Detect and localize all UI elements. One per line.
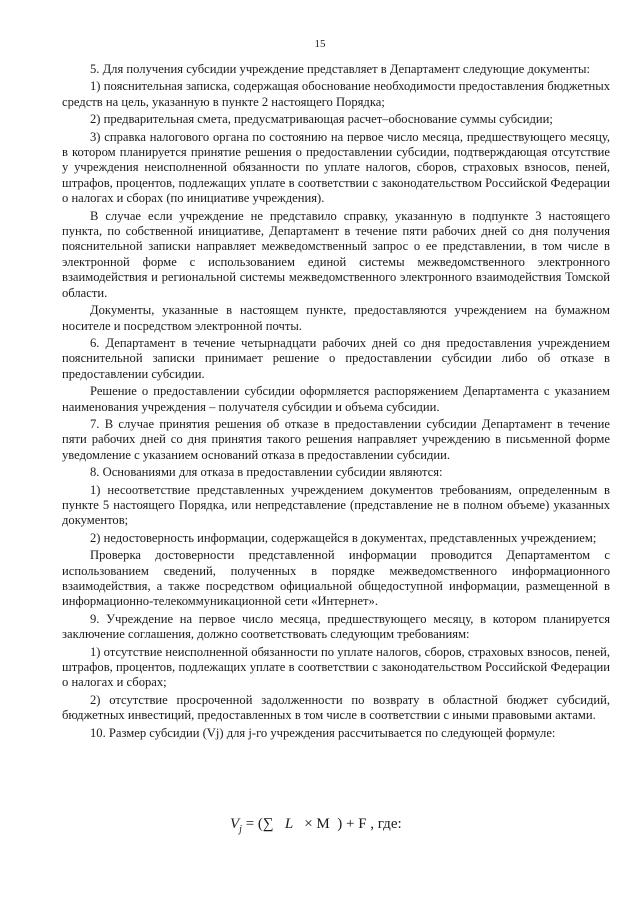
paragraph: 8. Основаниями для отказа в предоставлении субсидии являются: <box>90 465 443 480</box>
paragraph: 1) пояснительная записка, содержащая обоснование необходимости предоставления бюджетных средств на цель, указанную в пункте 2 настоящего Порядка; <box>62 79 610 109</box>
paragraph: 10. Размер субсидии (Vj) для j-го учреждения рассчитывается по следующей формуле: <box>90 725 556 740</box>
formula-l: L <box>284 816 293 832</box>
paragraph: 9. Учреждение на первое число месяца, предшествующего месяцу, в котором планируется заключение соглашения, должно соответствовать следующим требованиям: <box>62 611 610 642</box>
paragraph: Решение о предоставлении субсидии оформляется распоряжением Департамента с указанием наименования учреждения – получателя субсидии и объема субсидии. <box>62 384 610 414</box>
paragraph: 2) отсутствие просроченной задолженности по возврату в областной бюджет субсидий, бюджетных инвестиций, предоставленных в том числе в соответствии с иными правовыми актами. <box>62 692 610 723</box>
paragraph: 1) отсутствие неисполненной обязанности по уплате налогов, сборов, страховых взносов, пеней, штрафов, процентов, подлежащих уплате в соответствии с законодательством Российской Федерации о налогах и сборах; <box>62 644 610 690</box>
subsidy-formula <box>230 816 490 835</box>
formula-close: ) + F , где: <box>337 816 402 832</box>
formula-times-m: × M <box>304 816 330 832</box>
page-number: 15 <box>314 38 326 50</box>
paragraph: Проверка достоверности представленной информации проводится Департаментом с использованием сведений, полученных в порядке межведомственного информационного взаимодействия, а также посредством официальной общедоступной информации, размещенной в информационно-телекоммуникационной сети «Интернет». <box>62 548 610 609</box>
paragraph: 2) предварительная смета, предусматривающая расчет–обоснование суммы субсидии; <box>90 112 553 127</box>
paragraph: 5. Для получения субсидии учреждение представляет в Департамент следующие документы: <box>90 62 590 76</box>
document-body <box>62 62 610 743</box>
paragraph: 1) несоответствие представленных учреждением документов требованиям, определенным в пункте 5 настоящего Порядка, или непредставление (представление не в полном объеме) указанных документов; <box>62 482 610 528</box>
paragraph: В случае если учреждение не представило справку, указанную в подпункте 3 настоящего пункта, по собственной инициативе, Департамент в течение пяти рабочих дней со дня получения пояснительной записки направляет межведомственный запрос о ее представлении, в том числе в электронной форме с использованием единой системы межведомственного электронного взаимодействия и региональной системы межведомственного электронного взаимодействия Томской области. <box>62 208 610 300</box>
formula-lhs: V <box>230 816 240 832</box>
paragraph: Документы, указанные в настоящем пункте, предоставляются учреждением на бумажном носителе и посредством электронной почты. <box>62 303 610 333</box>
paragraph: 6. Департамент в течение четырнадцати рабочих дней со дня предоставления учреждением пояснительной записки принимает решение о предоставлении субсидии либо об отказе в предоставлении субсидии. <box>62 335 610 381</box>
paragraph: 7. В случае принятия решения об отказе в предоставлении субсидии Департамент в течение пяти рабочих дней со дня принятия такого решения направляет учреждению в письменной форме уведомление с указанием оснований отказа в предоставлении субсидии. <box>62 416 610 462</box>
paragraph: 2) недостоверность информации, содержащейся в документах, представленных учреждением; <box>90 530 597 545</box>
formula-equals-sum: = (∑ <box>245 816 274 832</box>
formula-lhs-subscript: j <box>239 824 242 835</box>
paragraph: 3) справка налогового органа по состоянию на первое число месяца, предшествующего месяцу, в котором планируется принятие решения о предоставлении субсидии, подтверждающая отсутствие у учреждения неисполненной обязанности по уплате налогов, сборов, страховых взносов, пеней, штрафов, процентов, подлежащих уплате в соответствии с законодательством Российской Федерации о налогах и сборах (по инициативе учреждения). <box>62 129 610 206</box>
